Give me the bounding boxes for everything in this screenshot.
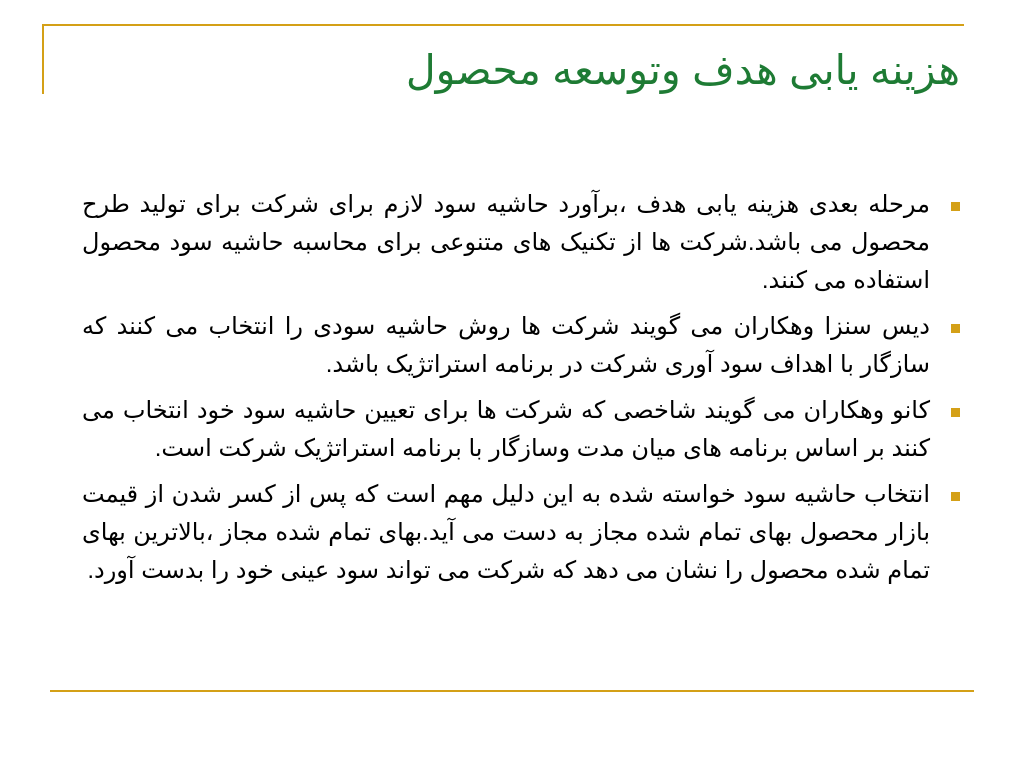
slide-title: هزینه یابی هدف وتوسعه محصول (405, 47, 960, 93)
bullet-text: کانو وهکاران می گویند شاخصی که شرکت ها برای تعیین حاشیه سود خود انتخاب می کنند بر اساس برنامه های میان مدت وسازگار با برنامه استراتژیک شرکت است. (82, 397, 930, 462)
square-bullet-icon (951, 408, 960, 417)
left-rule (42, 24, 44, 94)
bullet-item (82, 392, 962, 468)
bullet-item (82, 476, 962, 590)
top-rule (42, 24, 964, 26)
bottom-rule (50, 690, 974, 692)
bullet-item (82, 186, 962, 300)
square-bullet-icon (951, 202, 960, 211)
bullet-text: مرحله بعدی هزینه یابی هدف ،برآورد حاشیه سود لازم برای شرکت برای تولید طرح محصول می باشد.شرکت ها از تکنیک های متنوعی برای محاسبه حاشیه سود محصول استفاده می کنند. (82, 191, 930, 294)
bullet-text: انتخاب حاشیه سود خواسته شده به این دلیل مهم است که پس از کسر شدن از قیمت بازار محصول بهای تمام شده مجاز به دست می آید.بهای تمام شده مجاز ،بالاترین بهای تمام شده محصول را نشان می دهد که شرکت می تواند سود عینی خود را بدست آورد. (82, 481, 930, 584)
square-bullet-icon (951, 324, 960, 333)
bullet-text: دیس سنزا وهکاران می گویند شرکت ها روش حاشیه سودی را انتخاب می کنند که سازگار با اهداف سود آوری شرکت در برنامه استراتژیک باشد. (82, 313, 930, 378)
bullet-list (82, 186, 962, 598)
bullet-item (82, 308, 962, 384)
square-bullet-icon (951, 492, 960, 501)
